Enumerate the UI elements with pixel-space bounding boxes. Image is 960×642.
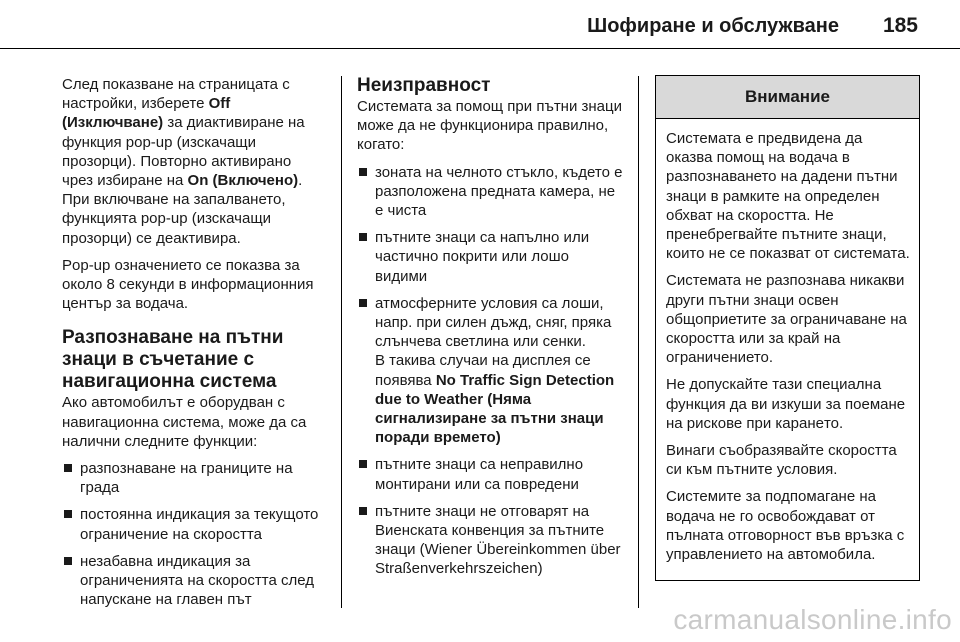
display-message: No Traffic Sign Detection due to Weather (Няма сигнализиране за пътни знаци поради времето) <box>375 371 615 447</box>
section-heading-navigation: Разпознаване на пътни знаци в съчетание с навигационна система <box>62 327 284 393</box>
list-item: пътните знаци не отговарят на Виенската конвенция за пътните знаци (Wiener Übereinkommen über Straßenverkehrszeichen) <box>357 502 625 579</box>
option-on: On (Включено) <box>187 172 299 190</box>
warning-paragraph: Системите за подпомагане на водача не го освобождават от пълната отговорност във връзка с управлението на автомобила. <box>666 488 905 564</box>
column-left <box>62 75 324 617</box>
list-item: разпознаване на границите на града <box>62 459 324 497</box>
column-middle <box>357 75 625 587</box>
paragraph-malfunction: Системата за помощ при пътни знаци може да не функционира правилно, когато: <box>357 98 622 154</box>
warning-paragraph: Винаги съобразявайте скоростта си към пътните условия. <box>666 442 897 479</box>
warning-paragraph: Системата не разпознава никакви други пътни знаци освен общоприетите за ограничаване на скоростта или за край на ограничението. <box>666 272 907 367</box>
column-divider-2 <box>638 76 639 608</box>
list-item: пътните знаци са напълно или частично покрити или лошо видими <box>357 228 625 286</box>
chapter-title: Шофиране и обслужване <box>587 15 839 37</box>
list-item: постоянна индикация за текущото ограничение на скоростта <box>62 505 324 543</box>
navigation-features-list <box>62 459 324 609</box>
warning-title: Внимание <box>656 76 919 119</box>
warning-paragraph: Системата е предвидена да оказва помощ на водача в разпознаването на дадени пътни знаци в рамките на определен обхват на скоростта. Не пренебрегвайте пътните знаци, които не се показват от системата. <box>666 130 910 263</box>
paragraph-popup: Pop-up означението се показва за около 8 секунди в информационния център за водача. <box>62 256 314 313</box>
list-item: незабавна индикация за ограниченията на скоростта след напускане на главен път <box>62 552 324 610</box>
warning-paragraph: Не допускайте тази специална функция да ви изкуши за поемане на рискове при каранeто. <box>666 376 906 432</box>
column-divider-1 <box>341 76 342 608</box>
list-item: пътните знаци са неправилно монтирани или са повредени <box>357 455 625 493</box>
list-item: зоната на челното стъкло, където е разположена предната камера, не е чиста <box>357 163 625 221</box>
page-header <box>587 14 918 38</box>
paragraph-navigation: Ако автомобилът е оборудван с навигационна система, може да са налични следните функции: <box>62 394 307 450</box>
header-rule <box>0 48 960 49</box>
section-heading-malfunction: Неизправност <box>357 75 491 96</box>
malfunction-list <box>357 163 625 579</box>
list-item: атмосферните условия са лоши, напр. при силен дъжд, сняг, пряка слънчева светлина или сенки. В такива случаи на дисплея се появява No Traffic Sign Detection due to Weather (Няма сигнализиране за пътни знаци поради времето) <box>357 294 625 448</box>
paragraph-settings: След показване на страницата с настройки, изберете Off (Изключване) за диактивиране на функция pop-up (изскачащи прозорци). Повторно активирано чрез избиране на On (Включено). При включване на запалването, функцията pop-up (изскачащи прозорци) се деактивира. <box>62 76 305 247</box>
option-off: Off (Изключване) <box>62 95 231 132</box>
watermark: carmanualsonline.info <box>673 604 952 635</box>
warning-body <box>656 119 919 564</box>
page-number: 185 <box>882 14 918 37</box>
warning-box <box>655 75 920 581</box>
